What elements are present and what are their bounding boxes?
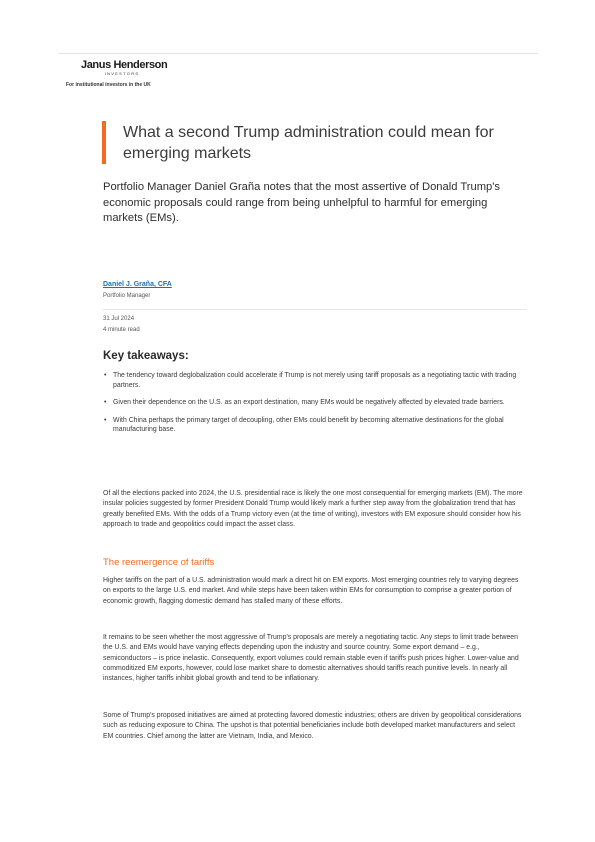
takeaway-item bbox=[103, 416, 523, 435]
author-role: Portfolio Manager bbox=[103, 293, 151, 299]
bullet-dot-icon: • bbox=[104, 416, 107, 424]
bullet-dot-icon: • bbox=[104, 399, 107, 407]
janus-henderson-logo[interactable] bbox=[81, 59, 168, 76]
logo-wordmark: Janus Henderson bbox=[81, 59, 168, 71]
audience-notice: For institutional investors in the UK bbox=[66, 82, 151, 88]
key-takeaways-list bbox=[103, 371, 523, 443]
logo-tagline: INVESTORS bbox=[104, 71, 140, 76]
body-paragraph: It remains to be seen whether the most aggressive of Trump's proposals are merely a negotiating tactic. Any steps to limit trade between the U.S. and EMs would have varying effects depending upon the industry and source country. Some export demand – e.g., semiconductors – is price inelastic. Consequently, export volumes could remain stable even if tariffs push prices higher. Lower-value and commoditized EM exports, however, could lose market share to domestic alternatives should tariffs reach punitive levels. In nearly all instances, higher tariffs inhibit global growth and tend to be inflationary. bbox=[103, 634, 519, 683]
takeaway-text: The tendency toward deglobalization could accelerate if Trump is not merely using tariff proposals as a negotiating tactic with trading partners. bbox=[113, 372, 517, 389]
read-time: 4 minute read bbox=[103, 327, 140, 333]
title-accent-bar bbox=[102, 121, 106, 164]
article-lede: Portfolio Manager Daniel Graña notes that the most assertive of Donald Trump's economic proposals could range from being unhelpful to harmful for emerging markets (EMs). bbox=[103, 181, 501, 224]
takeaway-item bbox=[103, 371, 523, 390]
takeaway-item bbox=[103, 398, 523, 408]
page-title: What a second Trump administration could mean for emerging markets bbox=[123, 124, 494, 162]
section-heading: The reemergence of tariffs bbox=[103, 557, 215, 568]
body-paragraph: Of all the elections packed into 2024, the U.S. presidential race is likely the one most consequential for emerging markets (EM). The more insular policies suggested by former President Donald Trump would likely mark a further step away from the globalization trend that has greatly benefited EMs. With the odds of a Trump victory even (at the time of writing), investors with EM exposure should consider how his approach to trade and geopolitics could impact the asset class. bbox=[103, 490, 523, 528]
takeaway-text: With China perhaps the primary target of decoupling, other EMs could benefit by becoming alternative destinations for the global manufacturing base. bbox=[113, 416, 504, 434]
bullet-dot-icon: • bbox=[104, 372, 107, 379]
body-paragraph: Higher tariffs on the part of a U.S. administration would mark a direct hit on EM exports. Most emerging countries rely to varying degrees on exports to the large U.S. end market. And while steps have been taken within EMs for consumption to comprise a greater portion of economic growth, flagging domestic demand has stalled many of these efforts. bbox=[103, 577, 519, 605]
author-link[interactable]: Daniel J. Graña, CFA bbox=[103, 281, 172, 288]
meta-divider bbox=[103, 309, 527, 310]
header-divider bbox=[58, 53, 538, 54]
publish-date: 31 Jul 2024 bbox=[103, 316, 135, 322]
key-takeaways-heading: Key takeaways: bbox=[103, 350, 189, 362]
takeaway-text: Given their dependence on the U.S. as an export destination, many EMs would be negatively affected by elevated trade barriers. bbox=[113, 399, 505, 407]
body-paragraph: Some of Trump's proposed initiatives are aimed at protecting favored domestic industries; others are driven by geopolitical considerations such as reducing exposure to China. The upshot is that potential beneficiaries include both developed market manufacturers and select EM countries. Chief among the latter are Vietnam, India, and Mexico. bbox=[103, 712, 522, 740]
